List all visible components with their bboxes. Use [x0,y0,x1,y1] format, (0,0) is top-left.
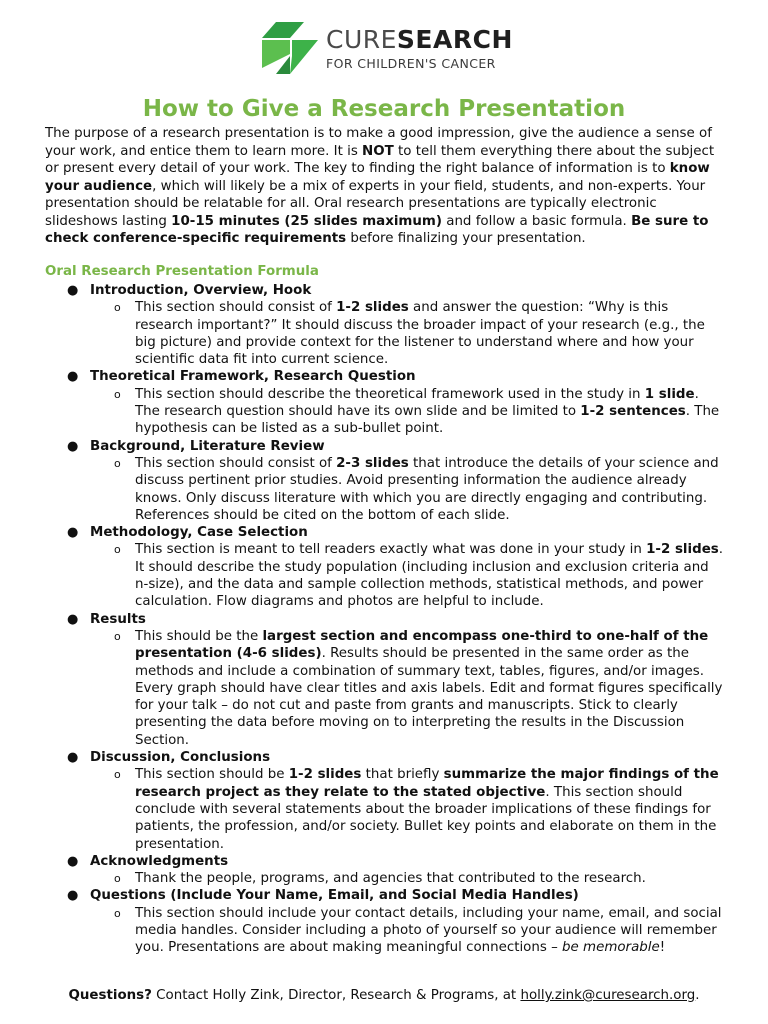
sub-bullet-icon: o [114,301,121,315]
contact-email-link[interactable]: holly.zink@curesearch.org [520,988,696,1003]
list-item [45,438,725,524]
item-title: Background, Literature Review [90,438,325,454]
logo-wordmark: CURESEARCH [326,25,513,54]
item-title: Results [90,611,146,627]
curesearch-logo-mark-icon [260,16,320,76]
bullet-icon: ● [67,369,79,385]
page-title: How to Give a Research Presentation [142,96,626,122]
footer-lead: Questions? [68,988,152,1003]
sub-item: o This section is meant to tell readers exactly what was done in your study in 1-2 slides. It should describe the study population (including inclusion and exclusion criteria and n-size), and the data and sample collection methods, statistical methods, and power calculation. Flow diagrams and photos are helpful to include. [114,542,724,610]
list-item [45,611,725,749]
bullet-icon: ● [67,888,79,904]
intro-paragraph: The purpose of a research presentation is to make a good impression, give the audience a sense of your work, and entice them to learn more. It is NOT to tell them everything there about the subject or present every detail of your work. The key to finding the right balance of information is to know your audience, which will likely be a mix of experts in your field, students, and non-experts. Your presentation should be relatable for all. Oral research presentations are typically electronic slideshows lasting 10-15 minutes (25 slides maximum) and follow a basic formula. Be sure to check conference-specific requirements before finalizing your presentation. [45,126,715,246]
sub-item: o Thank the people, programs, and agencies that contributed to the research. [114,871,646,887]
bullet-icon: ● [67,853,79,869]
sub-bullet-icon: o [114,872,121,886]
footer-contact: Questions? Contact Holly Zink, Director, Research & Programs, at holly.zink@curesearch.org. [68,988,700,1003]
sub-bullet-icon: o [114,906,121,920]
formula-list [45,282,725,957]
bullet-icon: ● [67,525,79,541]
sub-bullet-icon: o [114,456,121,470]
sub-item: o This section should consist of 1-2 slides and answer the question: “Why is this research important?” It should discuss the broader impact of your research (e.g., the big picture) and provide context for the listener to understand where and how your scientific data fit into current science. [114,300,705,368]
bullet-icon: ● [67,611,79,627]
sub-item: o This section should consist of 2-3 slides that introduce the details of your science and discuss pertinent prior studies. Avoid presenting information the audience already knows. Only discuss literature with which you are directly engaging and contributing. References should be cited on the bottom of each slide. [114,455,719,523]
bullet-icon: ● [67,283,79,298]
logo-tagline: FOR CHILDREN'S CANCER [326,56,496,71]
list-item [45,368,725,437]
item-title: Methodology, Case Selection [90,525,308,541]
sub-bullet-icon: o [114,543,121,557]
list-item [45,282,725,368]
sub-bullet-icon: o [114,768,121,782]
bullet-icon: ● [67,438,79,454]
list-item [45,524,725,610]
sub-item: o This section should describe the theoretical framework used in the study in 1 slide. The research question should have its own slide and be limited to 1-2 sentences. The hypothesis can be listed as a sub-bullet point. [114,386,720,437]
bullet-icon: ● [67,750,79,766]
sub-bullet-icon: o [114,629,121,643]
sub-item: o This should be the largest section and encompass one-third to one-half of the presentation (4-6 slides). Results should be presented in the same order as the methods and include a combination of summary text, tables, figures, and/or images. Every graph should have clear titles and axis labels. Edit and format figures specifically for your talk – do not cut and paste from grants and manuscripts. Stick to clearly presenting the data before moving on to interpreting the results in the Discussion Section. [114,628,723,748]
curesearch-logo [258,16,512,76]
item-title: Discussion, Conclusions [90,750,271,766]
sub-bullet-icon: o [114,387,121,401]
footer-text: Contact Holly Zink, Director, Research & Programs, at [151,988,521,1003]
sub-item: o This section should include your contact details, including your name, email, and social media handles. Consider including a photo of yourself so your audience will remember you. Presentations are about making meaningful connections – be memorable! [114,905,722,956]
logo-text [326,26,513,71]
item-title: Questions (Include Your Name, Email, and Social Media Handles) [90,888,579,904]
sub-item: o This section should be 1-2 slides that briefly summarize the major findings of the research project as they relate to the stated objective. This section should conclude with several statements about the broader implications of these findings for patients, the profession, and/or society. Bullet key points and elaborate on them in the presentation. [114,767,719,852]
item-title: Theoretical Framework, Research Question [90,369,416,385]
item-title: Introduction, Overview, Hook [90,283,312,298]
list-item [45,887,725,956]
list-item [45,749,725,853]
item-title: Acknowledgments [90,853,229,869]
list-item [45,853,725,888]
formula-heading: Oral Research Presentation Formula [45,264,319,279]
